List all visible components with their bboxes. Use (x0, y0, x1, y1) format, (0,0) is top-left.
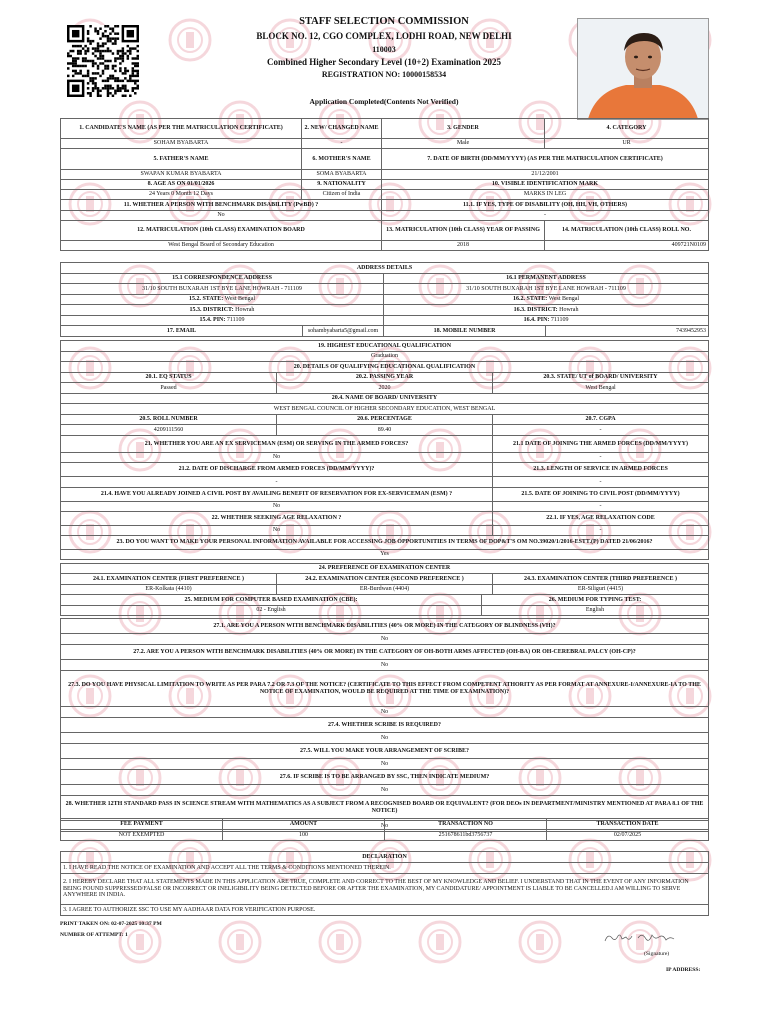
question-21: 21. WHETHER YOU ARE AN EX SERVICEMAN (ESM) OR SERVING IN THE ARMED FORCES? (61, 436, 493, 453)
label-cgpa: 20.7. CGPA (493, 415, 709, 425)
value-eq-status: Passed (61, 383, 277, 394)
candidate-photo (577, 18, 709, 120)
correspondence-district (61, 305, 384, 316)
esm-details-table (60, 435, 709, 560)
address-details-table (60, 262, 709, 337)
label-perm-state: 16.2. STATE: (512, 296, 548, 303)
value-email: sohambyabarta5@gmail.com (303, 326, 384, 337)
label-father-name: 5. FATHER'S NAME (61, 149, 302, 170)
answer-27-4: No (61, 733, 709, 744)
value-center-second: ER-Burdwan (4404) (277, 585, 493, 595)
label-highest-qualification: 19. HIGHEST EDUCATIONAL QUALIFICATION (61, 341, 709, 352)
question-27-5: 27.5. WILL YOU MAKE YOUR ARRANGEMENT OF SCRIBE? (61, 744, 709, 759)
label-fee-amount: AMOUNT (223, 819, 385, 830)
value-transaction-no: 251678611bd3756737 (385, 830, 547, 841)
label-category: 4. CATEGORY (545, 119, 709, 139)
question-21-1: 21.1 DATE OF JOINING THE ARMED FORCES (DD/MM/YYYY) (493, 436, 709, 453)
center-section-title: 24. PREFERENCE OF EXAMINATION CENTER (61, 564, 709, 574)
label-qualifying-details: 20. DETAILS OF QUALIFYING EDUCATIONAL QUALIFICATION (61, 362, 709, 373)
answer-27-5: No (61, 759, 709, 770)
label-matric-board: 12. MATRICULATION (10th CLASS) EXAMINATION BOARD (61, 221, 382, 241)
value-category: UR (545, 139, 709, 149)
label-pwbd: 11. WHETHER A PERSON WITH BENCHMARK DISABILITY (PwBD) ? (61, 200, 382, 211)
address-line-2: 110003 (372, 45, 396, 54)
declaration-2: 2. I HEREBY DECLARE THAT ALL STATEMENTS MADE IN THIS APPLICATION ARE TRUE, COMPLETE AND CORRECT TO THE BEST OF MY KNOWLEDGE AND BELIEF. I UNDERSTAND THAT IN THE EVENT OF ANY INFORMATION BEING FOUND SUPPRESSED/FALSE OR INCORRECT OR INELIGIBILITY BEING DETECTED BEFORE OR AFTER THE EXAMINATION, MY CANDIDATURE/ APPOINTMENT IS LIABLE TO BE CANCELLED.I AM WILLING TO SERVE ANYWHERE IN INDIA. (61, 874, 709, 905)
value-age: 24 Years 0 Month 12 Days (61, 190, 302, 200)
application-form-page (50, 10, 718, 986)
question-21-3: 21.3. LENGTH OF SERVICE IN ARMED FORCES (493, 463, 709, 477)
value-dob: 21/12/2001 (382, 170, 709, 180)
label-passing-year: 20.2. PASSING YEAR (277, 373, 493, 383)
label-perm-district: 16.3. DISTRICT: (513, 306, 558, 313)
label-corr-district: 15.3. DISTRICT: (189, 306, 234, 313)
value-perm-district: Howrah (559, 306, 579, 313)
value-center-third: ER-Siliguri (4415) (493, 585, 709, 595)
question-23: 23. DO YOU WANT TO MAKE YOUR PERSONAL INFORMATION AVAILABLE FOR ACCESSING JOB OPPORTUNITIES IN TERMS OF DOP&T'S OM NO.39020/1/2016-ESTT.(P) DATED 21/06/2016? (61, 536, 709, 550)
question-27-1: 27.1. ARE YOU A PERSON WITH BENCHMARK DISABILITIES (40% OR MORE) IN THE CATEGORY OF BLINDNESS (VH)? (61, 619, 709, 634)
value-nationality: Citizen of India (302, 190, 382, 200)
label-transaction-date: TRANSACTION DATE (547, 819, 709, 830)
label-dob: 7. DATE OF BIRTH (DD/MM/YYYY) (AS PER THE MATRICULATION CERTIFICATE) (382, 149, 709, 170)
value-center-first: ER-Kolkata (4410) (61, 585, 277, 595)
value-correspondence-address: 31/10 SOUTH BUXARAH 1ST BYE LANE HOWRAH - 711109 (61, 284, 384, 295)
value-roll-number: 4209111560 (61, 425, 277, 436)
label-gender: 3. GENDER (382, 119, 545, 139)
answer-21-1: - (493, 453, 709, 463)
label-state-board: 20.3. STATE/ UT of BOARD/ UNIVERSITY (493, 373, 709, 383)
value-mother-name: SOMA BYABARTA (302, 170, 382, 180)
question-21-4: 21.4. HAVE YOU ALREADY JOINED A CIVIL POST BY AVAILING BENEFIT OF RESERVATION FOR EX-SERVICEMAN (ESM) ? (61, 488, 493, 502)
qr-code-icon (67, 25, 139, 97)
label-matric-roll: 14. MATRICULATION (10th CLASS) ROLL NO. (545, 221, 709, 241)
question-21-2: 21.2. DATE OF DISCHARGE FROM ARMED FORCES (DD/MM/YYYY)? (61, 463, 493, 477)
declaration-3: 3. I AGREE TO AUTHORIZE SSC TO USE MY AADHAAR DATA FOR VERIFICATION PURPOSE. (61, 905, 709, 916)
value-pwbd-type: - (382, 211, 709, 221)
label-permanent-address: 16.1 PERMANENT ADDRESS (384, 274, 709, 284)
declaration-1: 1. I HAVE READ THE NOTICE OF EXAMINATION AND ACCEPT ALL THE TERMS & CONDITIONS MENTIONED THEREIN. (61, 863, 709, 874)
registration-number: REGISTRATION NO: 10000158534 (321, 70, 447, 79)
question-28: 28. WHETHER 12TH STANDARD PASS IN SCIENCE STREAM WITH MATHEMATICS AS A SUBJECT FROM A RECOGNISED BOARD OR EQUIVALENT? (FOR DEOs IN DEPARTMENT/MINISTRY MENTIONED AT PARA 8.1 OF THE NOTICE) (61, 796, 709, 821)
answer-27-2: No (61, 660, 709, 671)
answer-22: No (61, 526, 493, 536)
label-matric-year: 13. MATRICULATION (10th CLASS) YEAR OF PASSING (382, 221, 545, 241)
value-father-name: SWAPAN KUMAR BYABARTA (61, 170, 302, 180)
label-email: 17. EMAIL (61, 326, 303, 337)
value-candidate-name: SOHAM BYABARTA (61, 139, 302, 149)
label-age: 8. AGE AS ON 01/01/2026 (61, 180, 302, 190)
print-taken-on: PRINT TAKEN ON: 02-07-2025 10:37 PM (60, 921, 162, 927)
value-highest-qualification: Graduation (61, 352, 709, 362)
value-corr-district: Howrah (235, 306, 255, 313)
address-section-title: ADDRESS DETAILS (61, 263, 709, 274)
value-matric-roll: 409721N0109 (545, 241, 709, 251)
question-27-3: 27.3. DO YOU HAVE PHYSICAL LIMITATION TO WRITE AS PER PARA 7.2 OR 7.3 OF THE NOTICE? (CERTIFICATE TO THIS EFFECT FROM COMPETENT ATHORITY AS PER FORMAT AT ANNEXURE-I/ANNEXURE-IA TO THE NOTICE OF EXAMINATION, WOULD BE REQUIRED AT THE TIME OF EXAMINATION)? (61, 671, 709, 707)
value-passing-year: 2020 (277, 383, 493, 394)
label-mother-name: 6. MOTHER'S NAME (302, 149, 382, 170)
signature-image (602, 930, 682, 946)
answer-21-5: - (493, 502, 709, 512)
label-center-second: 24.2. EXAMINATION CENTER (SECOND PREFERENCE ) (277, 574, 493, 585)
value-board-name: WEST BENGAL COUNCIL OF HIGHER SECONDARY EDUCATION, WEST BENGAL (61, 404, 709, 415)
value-transaction-date: 02/07/2025 (547, 830, 709, 841)
declaration-title: DECLARATION (61, 852, 709, 863)
value-gender: Male (382, 139, 545, 149)
value-matric-year: 2018 (382, 241, 545, 251)
value-mobile: 7439452953 (546, 326, 709, 337)
answer-23: Yes (61, 550, 709, 560)
value-perm-state: West Bengal (548, 296, 580, 303)
answer-21-4: No (61, 502, 493, 512)
person-photo-icon (578, 19, 708, 119)
value-typing-medium: English (482, 606, 709, 616)
answer-27-6: No (61, 785, 709, 796)
number-of-attempts: NUMBER OF ATTEMPT: 1 (60, 932, 128, 938)
value-identification-mark: MARKS IN LEG (382, 190, 709, 200)
candidate-details-table (60, 118, 709, 251)
permanent-pin (384, 316, 709, 326)
label-changed-name: 2. NEW/ CHANGED NAME (302, 119, 382, 139)
value-changed-name: - (302, 139, 382, 149)
permanent-state (384, 295, 709, 305)
ip-address: IP ADDRESS: (666, 967, 701, 973)
label-center-first: 24.1. EXAMINATION CENTER (FIRST PREFERENCE ) (61, 574, 277, 585)
value-pwbd: No (61, 211, 382, 221)
medium-table (60, 594, 709, 616)
answer-21-2: - (61, 477, 493, 488)
value-state-board: West Bengal (493, 383, 709, 394)
value-cgpa: - (493, 425, 709, 436)
value-corr-pin: 711109 (226, 317, 245, 324)
value-cbe-medium: 02 - English (61, 606, 482, 616)
address-line-1: BLOCK NO. 12, CGO COMPLEX, LODHI ROAD, NEW DELHI (256, 31, 512, 41)
value-permanent-address: 31/10 SOUTH BUXARAH 1ST BYE LANE HOWRAH - 711109 (384, 284, 709, 295)
answer-22-1: - (493, 526, 709, 536)
value-matric-board: West Bengal Board of Secondary Education (61, 241, 382, 251)
label-cbe-medium: 25. MEDIUM FOR COMPUTER BASED EXAMINATION (CBE): (61, 595, 482, 606)
value-fee-amount: 100 (223, 830, 385, 841)
exam-center-table (60, 563, 709, 595)
question-27-2: 27.2. ARE YOU A PERSON WITH BENCHMARK DISABILITIES (40% OR MORE) IN THE CATEGORY OF OH-BOTH ARMS AFFECTED (OH-BA) OR OH-CEREBRAL PALCY (OH-CP)? (61, 645, 709, 660)
label-nationality: 9. NATIONALITY (302, 180, 382, 190)
declaration-table (60, 851, 709, 916)
label-typing-medium: 26. MEDIUM FOR TYPING TEST: (482, 595, 709, 606)
value-fee-payment: NOT EXEMPTED (61, 830, 223, 841)
answer-21: No (61, 453, 493, 463)
answer-28: No (61, 821, 709, 832)
exam-title: Combined Higher Secondary Level (10+2) Examination 2025 (267, 57, 501, 67)
label-corr-pin: 15.4. PIN: (199, 317, 226, 324)
answer-21-3: - (493, 477, 709, 488)
question-27-4: 27.4. WHETHER SCRIBE IS REQUIRED? (61, 718, 709, 733)
question-22: 22. WHETHER SEEKING AGE RELAXATION ? (61, 512, 493, 526)
correspondence-pin (61, 316, 384, 326)
question-27-6: 27.6. IF SCRIBE IS TO BE ARRANGED BY SSC, THEN INDICATE MEDIUM? (61, 770, 709, 785)
label-fee-payment: FEE PAYMENT (61, 819, 223, 830)
value-corr-state: West Bengal (224, 296, 256, 303)
question-22-1: 22.1. IF YES, AGE RELAXATION CODE (493, 512, 709, 526)
label-perm-pin: 16.4. PIN: (523, 317, 550, 324)
label-pwbd-type: 11.1. IF YES, TYPE OF DISABILITY (OH, HH, VH, OTHERS) (382, 200, 709, 211)
label-roll-number: 20.5. ROLL NUMBER (61, 415, 277, 425)
page-title: STAFF SELECTION COMMISSION (299, 16, 469, 27)
permanent-district (384, 305, 709, 316)
answer-27-1: No (61, 634, 709, 645)
value-percentage: 89.40 (277, 425, 493, 436)
signature-label: (Signature) (644, 951, 670, 957)
label-center-third: 24.3. EXAMINATION CENTER (THIRD PREFERENCE ) (493, 574, 709, 585)
disability-table (60, 618, 709, 832)
label-identification-mark: 10. VISIBLE IDENTIFICATION MARK (382, 180, 709, 190)
label-mobile: 18. MOBILE NUMBER (384, 326, 546, 337)
education-details-table (60, 340, 709, 436)
question-21-5: 21.5. DATE OF JOINING TO CIVIL POST (DD/MM/YYYY) (493, 488, 709, 502)
answer-27-3: No (61, 707, 709, 718)
correspondence-state (61, 295, 384, 305)
value-perm-pin: 711109 (550, 317, 569, 324)
label-board-name: 20.4. NAME OF BOARD/ UNIVERSITY (61, 394, 709, 404)
label-percentage: 20.6. PERCENTAGE (277, 415, 493, 425)
label-correspondence-address: 15.1 CORRESPONDENCE ADDRESS (61, 274, 384, 284)
label-transaction-no: TRANSACTION NO (385, 819, 547, 830)
label-candidate-name: 1. CANDIDATE'S NAME (AS PER THE MATRICULATION CERTIFICATE) (61, 119, 302, 139)
application-status: Application Completed(Contents Not Verified) (309, 97, 459, 106)
label-corr-state: 15.2. STATE: (188, 296, 224, 303)
fee-table (60, 818, 709, 841)
label-eq-status: 20.1. EQ STATUS (61, 373, 277, 383)
